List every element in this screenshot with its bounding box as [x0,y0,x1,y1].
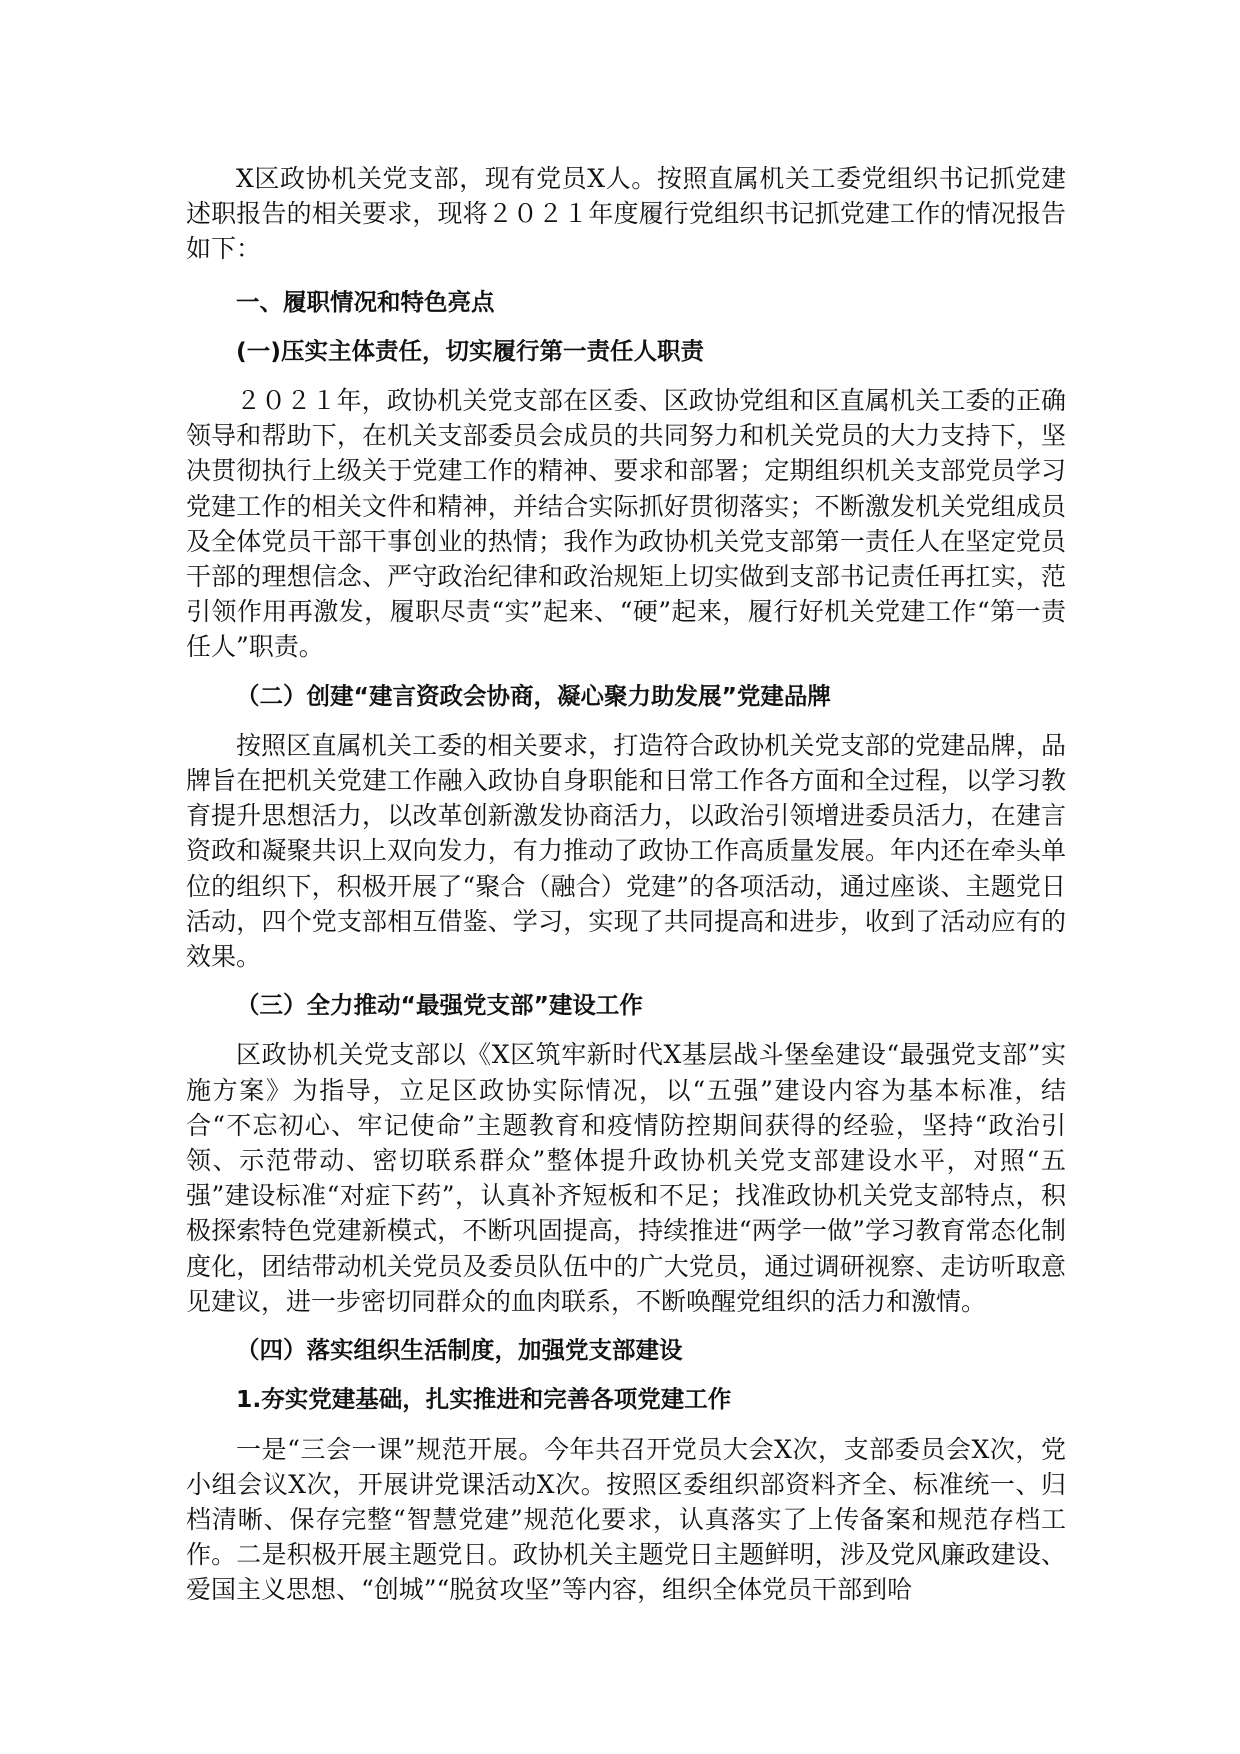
item-heading-1: 1.夯实党建基础，扎实推进和完善各项党建工作 [236,1385,732,1414]
section-heading-1: 一、履职情况和特色亮点 [236,287,495,316]
subsection-heading-1: (一)压实主体责任，切实履行第一责任人职责 [236,336,704,365]
intro-paragraph: X区政协机关党支部，现有党员X人。按照直属机关工委党组织书记抓党建述职报告的相关要求，现将２０２１年度履行党组织书记抓党建工作的情况报告如下： [186,164,1066,264]
body-paragraph-1: ２０２１年，政协机关党支部在区委、区政协党组和区直属机关工委的正确领导和帮助下，在机关支部委员会成员的共同努力和机关党员的大力支持下，坚决贯彻执行上级关于党建工作的精神、要求和部署；定期组织机关支部党员学习党建工作的相关文件和精神，并结合实际抓好贯彻落实；不断激发机关党组成员及全体党员干部干事创业的热情；我作为政协机关党支部第一责任人在坚定党员干部的理想信念、严守政治纪律和政治规矩上切实做到支部书记责任再扛实，范引领作用再激发，履职尽责“实”起来、“硬”起来，履行好机关党建工作“第一责任人”职责。 [186,386,1066,662]
body-paragraph-4: 一是“三会一课”规范开展。今年共召开党员大会X次，支部委员会X次，党小组会议X次，开展讲党课活动X次。按照区委组织部资料齐全、标准统一、归档清晰、保存完整“智慧党建”规范化要求，认真落实了上传备案和规范存档工作。二是积极开展主题党日。政协机关主题党日主题鲜明，涉及党风廉政建设、爱国主义思想、“创城”“脱贫攻坚”等内容，组织全体党员干部到哈 [186,1434,1066,1605]
subsection-heading-4: （四）落实组织生活制度，加强党支部建设 [236,1336,683,1365]
body-paragraph-2: 按照区直属机关工委的相关要求，打造符合政协机关党支部的党建品牌，品牌旨在把机关党建工作融入政协自身职能和日常工作各方面和全过程，以学习教育提升思想活力，以改革创新激发协商活力，以政治引领增进委员活力，在建言资政和凝聚共识上双向发力，有力推动了政协工作高质量发展。年内还在牵头单位的组织下，积极开展了“聚合（融合）党建”的各项活动，通过座谈、主题党日活动，四个党支部相互借鉴、学习，实现了共同提高和进步，收到了活动应有的效果。 [186,730,1066,972]
subsection-heading-2: （二）创建“建言资政会协商，凝心聚力助发展”党建品牌 [236,681,831,710]
body-paragraph-3: 区政协机关党支部以《X区筑牢新时代X基层战斗堡垒建设“最强党支部”实施方案》为指导，立足区政协实际情况，以“五强”建设内容为基本标准，结合“不忘初心、牢记使命”主题教育和疫情防控期间获得的经验，坚持“政治引领、示范带动、密切联系群众”整体提升政协机关党支部建设水平，对照“五强”建设标准“对症下药”，认真补齐短板和不足；找准政协机关党支部特点，积极探索特色党建新模式，不断巩固提高，持续推进“两学一做”学习教育常态化制度化，团结带动机关党员及委员队伍中的广大党员，通过调研视察、走访听取意见建议，进一步密切同群众的血肉联系，不断唤醒党组织的活力和激情。 [186,1040,1066,1316]
subsection-heading-3: （三）全力推动“最强党支部”建设工作 [236,991,643,1020]
document-body [186,161,1066,1608]
